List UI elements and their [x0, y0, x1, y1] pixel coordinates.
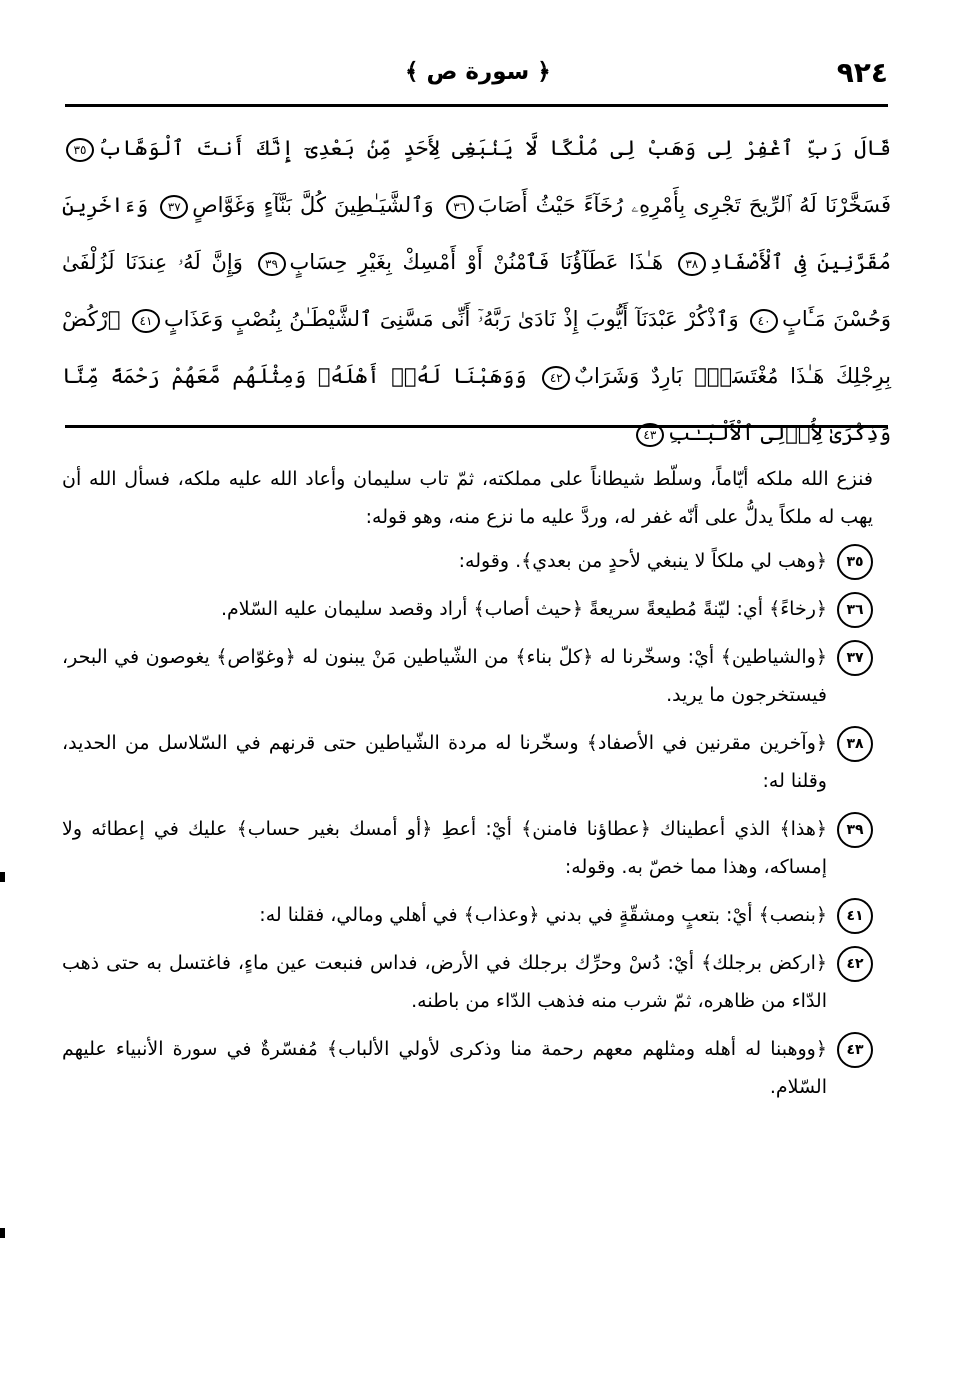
ayah-number-marker: ٣٨ [678, 252, 706, 276]
verse-text: قَالَ رَبِّ ٱغْفِرْ لِى وَهَبْ لِى مُلْكًا لَّا يَنۢبَغِى لِأَحَدٍ مِّنۢ بَعْدِىٓ إِنَّكَ أَنتَ ٱلْوَهَّابُ [98, 136, 891, 160]
verse-text: وَٱذْكُرْ عَبْدَنَآ أَيُّوبَ إِذْ نَادَىٰ رَبَّهُۥٓ أَنِّى مَسَّنِىَ ٱلشَّيْطَـٰنُ بِنُصْبٍ وَعَذَابٍ [163, 307, 739, 331]
verse-number-badge: ٤٣ [837, 1032, 873, 1068]
surah-title: ﴿ سورة ص ﴾ [405, 59, 551, 85]
verse-text: وَءَاخَرِينَ مُقَرَّنِينَ فِى ٱلْأَصْفَادِ [62, 193, 891, 274]
commentary-entry-text: ﴿ووهبنا له أهله ومثلهم معهم رحمة منا وذكرى لأولي الألباب﴾ مُفسّرةٌ في سورة الأنبياء عليهم السّلام. [62, 1038, 827, 1098]
ayah-number-marker: ٤٠ [750, 309, 778, 333]
commentary-entry [62, 542, 873, 580]
commentary-entry-text: ﴿رخاءً﴾ أي: ليّنةً مُطيعةً سريعةً ﴿حيث أصاب﴾ أراد وقصد سليمان عليه السّلام. [221, 598, 827, 620]
verse-text: وَإِنَّ لَهُۥ عِندَنَا لَزُلْفَىٰ وَحُسْنَ مَـَٔابٍ [62, 250, 892, 331]
verse-text: وَٱلشَّيَـٰطِينَ كُلَّ بَنَّآءٍ وَغَوَّاصٍ [192, 193, 434, 217]
commentary-entry [62, 810, 873, 886]
commentary-block [62, 460, 873, 1116]
verse-number-badge: ٣٦ [837, 592, 873, 628]
commentary-entry-text: ﴿والشياطين﴾ أيْ: وسخّرنا له ﴿كلّ بناء﴾ من الشّياطين مَنْ يبنون له ﴿وغوّاص﴾ يغوصون في البحر، فيستخرجون ما يريد. [62, 646, 827, 706]
verse-number-badge: ٤٢ [837, 946, 873, 982]
commentary-entry [62, 1030, 873, 1106]
ayah-number-marker: ٤٣ [636, 423, 664, 447]
margin-mark [0, 1228, 5, 1238]
page-header [65, 52, 888, 92]
commentary-entries [62, 542, 873, 1106]
commentary-entry-text: ﴿اركض برجلك﴾ أيْ: دُسْ وحرِّك برجلك في الأرض، فداس فنبعت عين ماءٍ، فاغتسل به حتى ذهب الدّاء من ظاهره، ثمّ شرب منه فذهب الدّاء من باطنه. [62, 952, 827, 1012]
ayah-number-marker: ٣٥ [66, 138, 94, 162]
verse-number-badge: ٣٨ [837, 726, 873, 762]
verse-number-badge: ٤١ [837, 898, 873, 934]
ayah-number-marker: ٤١ [132, 309, 160, 333]
commentary-entry-text: ﴿وآخرين مقرنين في الأصفاد﴾ وسخّرنا له مردة الشّياطين حتى قرنهم في السّلاسل من الحديد، وقلنا له: [62, 732, 827, 792]
commentary-entry-text: ﴿بنصب﴾ أيْ: بتعبٍ ومشقّةٍ في بدني ﴿وعذاب﴾ في أهلي ومالي، فقلنا له: [259, 904, 827, 926]
quran-text-block [62, 120, 892, 445]
middle-divider [65, 425, 888, 428]
ayah-number-marker: ٣٩ [258, 252, 286, 276]
verse-number-badge: ٣٥ [837, 544, 873, 580]
margin-mark [0, 872, 5, 882]
commentary-entry [62, 638, 873, 714]
verse-text: ٱرْكُضْ بِرِجْلِكَ هَـٰذَا مُغْتَسَلٌۢ بَارِدٌ وَشَرَابٌ [62, 307, 891, 388]
commentary-entry [62, 896, 873, 934]
commentary-entry-text: ﴿وهب لي ملكاً لا ينبغي لأحدٍ من بعدي﴾. وقوله: [458, 550, 827, 572]
commentary-entry [62, 724, 873, 800]
ayah-number-marker: ٣٦ [446, 195, 474, 219]
commentary-intro: فنزع الله ملكه أيّاماً، وسلّط شيطاناً على مملكته، ثمّ تاب سليمان وأعاد الله عليه ملكه، فسأل الله أن يهب له ملكاً يدلُّ على أنّه غفر له، وردَّ عليه ما نزع منه، وهو قوله: [62, 468, 873, 528]
verse-text: هَـٰذَا عَطَآؤُنَا فَٱمْنُنْ أَوْ أَمْسِكْ بِغَيْرِ حِسَابٍ [289, 250, 664, 274]
commentary-entry [62, 590, 873, 628]
commentary-entry [62, 944, 873, 1020]
verse-text: فَسَخَّرْنَا لَهُ ٱلرِّيحَ تَجْرِى بِأَمْرِهِۦ رُخَآءً حَيْثُ أَصَابَ [477, 193, 891, 217]
verse-number-badge: ٣٩ [837, 812, 873, 848]
verse-text: وَوَهَبْنَا لَهُۥٓ أَهْلَهُۥ وَمِثْلَهُم مَّعَهُمْ رَحْمَةً مِّنَّا وَذِكْرَىٰ لِأُو۟لِى ٱلْأَلْبَـٰبِ [62, 364, 891, 445]
commentary-entry-text: ﴿هذا﴾ الذي أعطيناك ﴿عطاؤنا فامنن﴾ أيْ: أعطِ ﴿أو أمسك بغير حساب﴾ عليك في إعطائه ولا إمساكه، وهذا مما خصّ به. وقوله: [62, 818, 827, 878]
ayah-number-marker: ٤٢ [542, 366, 570, 390]
ayah-number-marker: ٣٧ [160, 195, 188, 219]
verse-number-badge: ٣٧ [837, 640, 873, 676]
top-divider [65, 104, 888, 107]
page-number: ٩٢٤ [836, 55, 888, 89]
